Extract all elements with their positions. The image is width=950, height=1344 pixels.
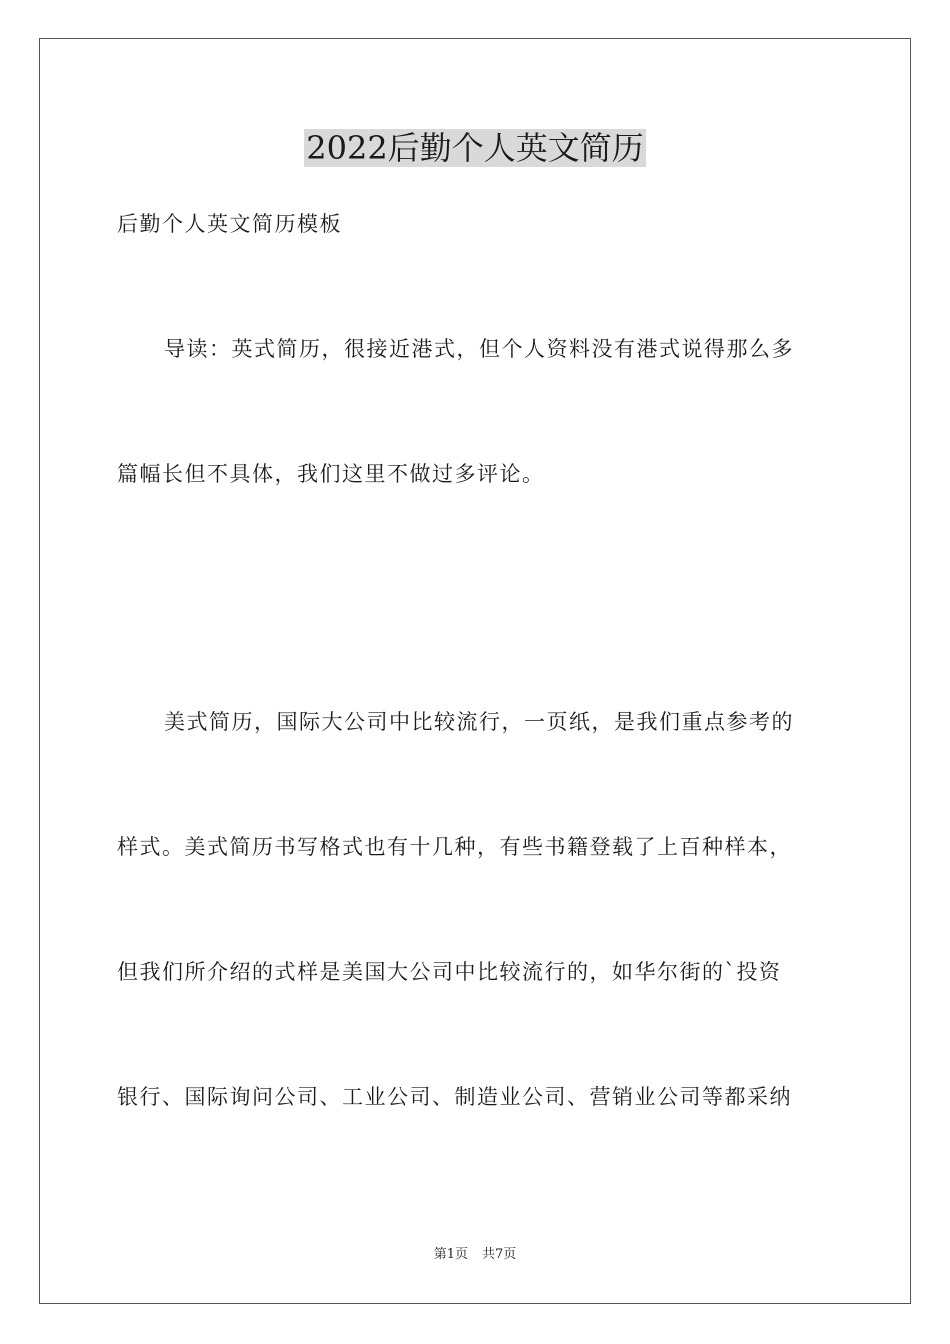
paragraph-1-line-2: 篇幅长但不具体，我们这里不做过多评论。	[117, 462, 545, 486]
paragraph-2-line-1: 美式简历，国际大公司中比较流行，一页纸，是我们重点参考的	[164, 710, 794, 734]
document-title	[0, 126, 950, 170]
page-number: 第1页	[433, 1247, 468, 1262]
paragraph-2-line-2: 样式。美式简历书写格式也有十几种，有些书籍登载了上百种样本，	[117, 835, 792, 859]
paragraph-2-line-4: 银行、国际询问公司、工业公司、制造业公司、营销业公司等都采纳	[117, 1085, 792, 1109]
page-footer	[0, 1246, 950, 1264]
paragraph-2-line-3: 但我们所介绍的式样是美国大公司中比较流行的，如华尔街的`投资	[117, 960, 782, 984]
document-subtitle: 后勤个人英文简历模板	[117, 212, 342, 236]
document-title-text: 2022后勤个人英文简历	[306, 129, 644, 167]
paragraph-1-line-1: 导读：英式简历，很接近港式，但个人资料没有港式说得那么多	[164, 337, 794, 361]
page-total: 共7页	[482, 1247, 517, 1262]
